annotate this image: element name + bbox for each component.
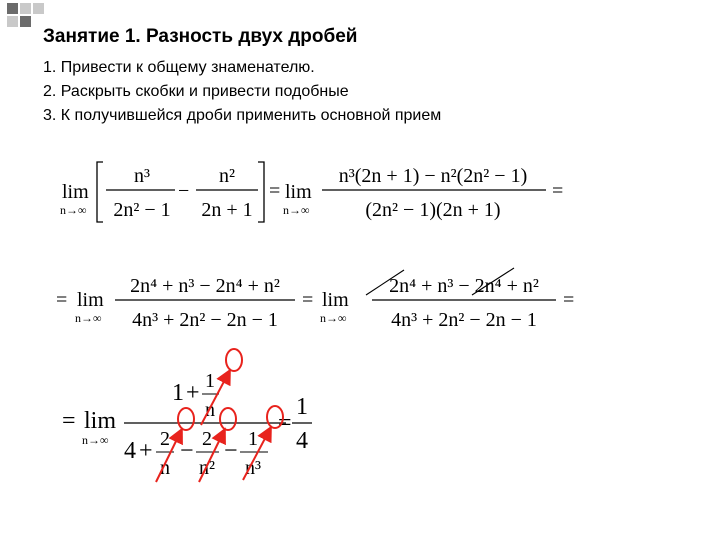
lim-subscript: n→∞	[82, 433, 109, 447]
zero-annotations	[156, 349, 283, 482]
inner-denominator: n	[160, 457, 170, 479]
equals-sign: =	[563, 289, 575, 311]
plus-sign: +	[186, 380, 200, 406]
inner-denominator: n²	[199, 457, 215, 479]
equals-sign: =	[302, 289, 314, 311]
numerator-one: 1	[172, 380, 184, 406]
equals-sign: =	[62, 408, 76, 434]
minus-sign: −	[224, 438, 238, 464]
lim-subscript: n→∞	[75, 311, 102, 325]
step-item: 3. К получившейся дроби применить основной прием	[43, 107, 442, 124]
inner-numerator: 1	[205, 370, 215, 392]
inner-numerator: 2	[160, 428, 170, 450]
zero-circle	[220, 408, 236, 430]
row-1	[60, 162, 563, 222]
zero-circle	[226, 349, 242, 371]
equals-sign: =	[552, 180, 564, 202]
minus-sign: −	[180, 438, 194, 464]
right-bracket	[258, 162, 264, 222]
fraction-numerator: n³(2n + 1) − n²(2n² − 1)	[338, 165, 528, 187]
step-item: 2. Раскрыть скобки и привести подобные	[43, 83, 349, 100]
fraction-denominator: (2n² − 1)(2n + 1)	[365, 199, 501, 221]
left-bracket	[97, 162, 103, 222]
lim-subscript: n→∞	[60, 203, 87, 217]
result-numerator: 1	[296, 394, 308, 420]
lim-subscript: n→∞	[283, 203, 310, 217]
zero-circle	[178, 408, 194, 430]
row-3	[62, 370, 312, 479]
fraction-numerator: 2n⁴ + n³ − 2n⁴ + n²	[389, 275, 539, 297]
plus-sign: +	[139, 438, 153, 464]
equals-sign: =	[278, 410, 292, 436]
inner-numerator: 2	[202, 428, 212, 450]
fraction-numerator: n³	[134, 165, 150, 187]
inner-numerator: 1	[248, 428, 258, 450]
equals-sign: =	[56, 289, 68, 311]
row-2	[56, 268, 574, 331]
denominator-four: 4	[124, 438, 136, 464]
fraction-denominator: 2n + 1	[201, 199, 253, 221]
step-item: 1. Привести к общему знаменателю.	[43, 59, 315, 76]
equals-sign: =	[269, 180, 281, 202]
minus-sign: −	[178, 180, 190, 202]
lim-label: lim	[322, 289, 349, 311]
lesson-title: Занятие 1. Разность двух дробей	[43, 26, 358, 47]
lim-subscript: n→∞	[320, 311, 347, 325]
fraction-denominator: 4n³ + 2n² − 2n − 1	[391, 309, 537, 331]
fraction-denominator: 2n² − 1	[113, 199, 171, 221]
result-denominator: 4	[296, 428, 308, 454]
fraction-denominator: 4n³ + 2n² − 2n − 1	[132, 309, 278, 331]
lim-label: lim	[285, 181, 312, 203]
lim-label: lim	[62, 181, 89, 203]
fraction-numerator: 2n⁴ + n³ − 2n⁴ + n²	[130, 275, 280, 297]
inner-denominator: n	[205, 399, 215, 421]
lim-label: lim	[84, 408, 117, 434]
lim-label: lim	[77, 289, 104, 311]
inner-denominator: n³	[245, 457, 261, 479]
fraction-numerator: n²	[219, 165, 235, 187]
